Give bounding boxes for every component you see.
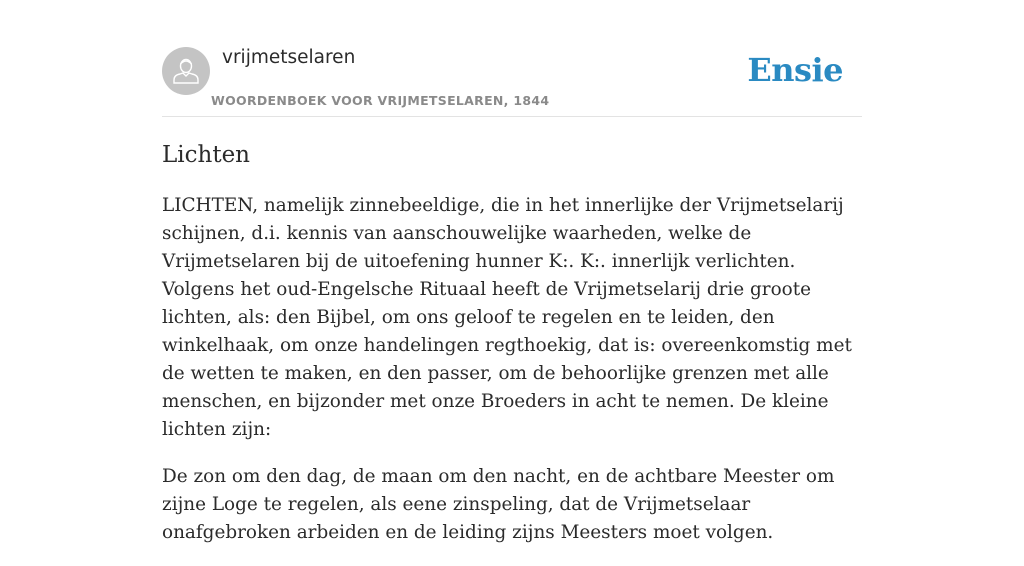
paragraph: LICHTEN, namelijk zinnebeeldige, die in het innerlijke der Vrijmetselarij schijnen, d.i. kennis van aanschouwelijke waarheden, welke de Vrijmetselaren bij de uitoefening hunner K:. K:. innerlijk verlichten. Volgens het oud-Engelsche Rituaal heeft de Vrijmetselarij drie groote lichten, als: den Bijbel, om ons geloof te regelen en te leiden, den winkelhaak, om onze handelingen regthoekig, dat is: overeenkomstig met de wetten te maken, en den passer, om de behoorlijke grenzen met alle menschen, en bijzonder met onze Broeders in acht te nemen. De kleine lichten zijn: — [162, 195, 852, 440]
source-label[interactable]: WOORDENBOEK VOOR VRIJMETSELAREN, 1844 — [211, 93, 550, 108]
user-silhouette-icon — [162, 47, 210, 95]
article-header — [162, 46, 862, 117]
ensie-logo[interactable]: Ensie — [747, 51, 843, 89]
paragraph: De zon om den dag, de maan om den nacht, en de achtbare Meester om zijne Loge te regelen, als eene zinspeling, dat de Vrijmetselaar onafgebroken arbeiden en de leiding zijns Meesters moet volgen. — [162, 466, 835, 543]
author-avatar[interactable] — [162, 47, 210, 95]
article-body — [162, 192, 862, 566]
page-title: Lichten — [162, 142, 250, 168]
author-name[interactable]: vrijmetselaren — [222, 47, 356, 68]
